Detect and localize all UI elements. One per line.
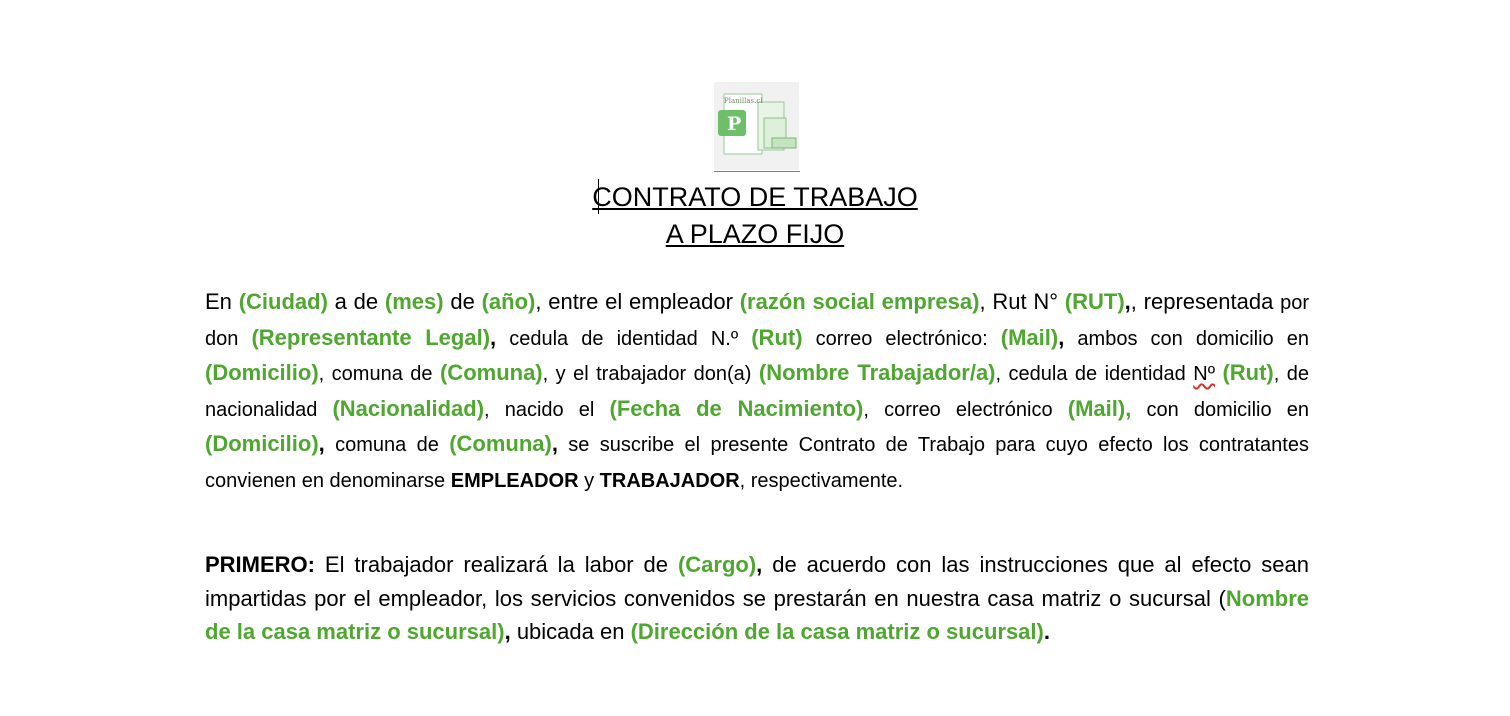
text-run: El trabajador realizará la labor de [315,552,678,577]
text-run: , [1124,289,1131,314]
text-run: , entre el empleador [535,289,740,314]
text-run: , [756,552,763,577]
text-run: ambos con domicilio en [1064,327,1309,350]
text-run: , y el trabajador don(a) [542,363,759,386]
field-mail-empleador: (Mail) [1000,324,1059,350]
text-run: correo electrónico: [802,327,1001,350]
text-run: por don [205,292,1309,350]
text-run: , representada [1130,289,1281,314]
text-run: comuna de [324,434,450,457]
field-cargo: (Cargo) [677,552,757,577]
text-run: , [490,324,497,350]
text-run: En [205,289,239,314]
field-rut-trabajador: (Rut) [1222,360,1274,386]
text-run: ubicada en [510,619,631,645]
text-run: , cedula de identidad [995,363,1194,386]
text-run: , [318,431,325,457]
field-rut-empresa: (RUT) [1064,289,1125,314]
text-run: de acuerdo con las instrucciones que al efecto sean impartidas por el empleador, los servicios convenidos se prestarán en nuestra casa matriz o sucursal ( [205,552,1309,611]
text-run: y [578,469,600,492]
field-domicilio-trabajador: (Domicilio) [205,431,319,457]
text-run: , nacido el [484,398,610,421]
field-ciudad: (Ciudad) [238,289,328,314]
document-logo-icon [714,82,799,170]
text-run: a de [327,289,385,314]
text-run: , de nacionalidad [205,363,1310,421]
text-run: cedula de identidad N.º [496,327,752,350]
text-run: , comuna de [318,363,440,386]
text-run: , [504,619,511,645]
clause-label: PRIMERO: [205,552,315,577]
clause-primero [205,548,1309,649]
field-mes: (mes) [384,289,444,314]
field-nacionalidad: (Nacionalidad) [332,395,485,421]
field-nombre-sucursal: Nombre de la casa matriz o sucursal) [205,585,1309,645]
document-title-line2: A PLAZO FIJO [665,219,845,249]
term-empleador: EMPLEADOR [450,469,579,492]
text-run: , Rut N° [979,289,1065,314]
text-run: de [443,289,482,314]
text-run: con domicilio en [1131,398,1310,421]
svg-text:P: P [727,113,742,135]
field-comuna-empleador: (Comuna) [439,360,543,386]
logo-divider [714,171,800,172]
field-direccion-sucursal: (Dirección de la casa matriz o sucursal) [630,619,1044,645]
planillas-logo [714,82,799,170]
text-run: , [551,431,558,457]
field-razon-social: (razón social empresa) [739,289,980,314]
intro-paragraph [205,285,1309,499]
field-domicilio-empleador: (Domicilio) [205,360,319,386]
text-run: se suscribe el presente Contrato de Trabajo para cuyo efecto los contratantes convienen en denominarse [205,434,1309,492]
svg-text:Planillas.cl: Planillas.cl [724,97,763,105]
field-rut-representante: (Rut) [751,324,803,350]
document-title-line1: CONTRATO DE TRABAJO [592,182,918,212]
term-trabajador: TRABAJADOR [599,469,740,492]
text-run: , correo electrónico [863,398,1068,421]
field-anio: (año) [481,289,536,314]
text-run: . [1043,619,1050,645]
field-fecha-nacimiento: (Fecha de Nacimiento) [609,395,864,421]
field-nombre-trabajador: (Nombre Trabajador/a) [758,360,996,386]
field-comuna-trabajador: (Comuna) [449,431,552,457]
text-run: , [1058,324,1065,350]
text-run: , respectivamente. [739,469,904,492]
spelling-flagged-word[interactable]: Nº [1193,363,1215,386]
field-mail-trabajador: (Mail), [1067,395,1132,421]
field-representante-legal: (Representante Legal) [251,324,491,350]
